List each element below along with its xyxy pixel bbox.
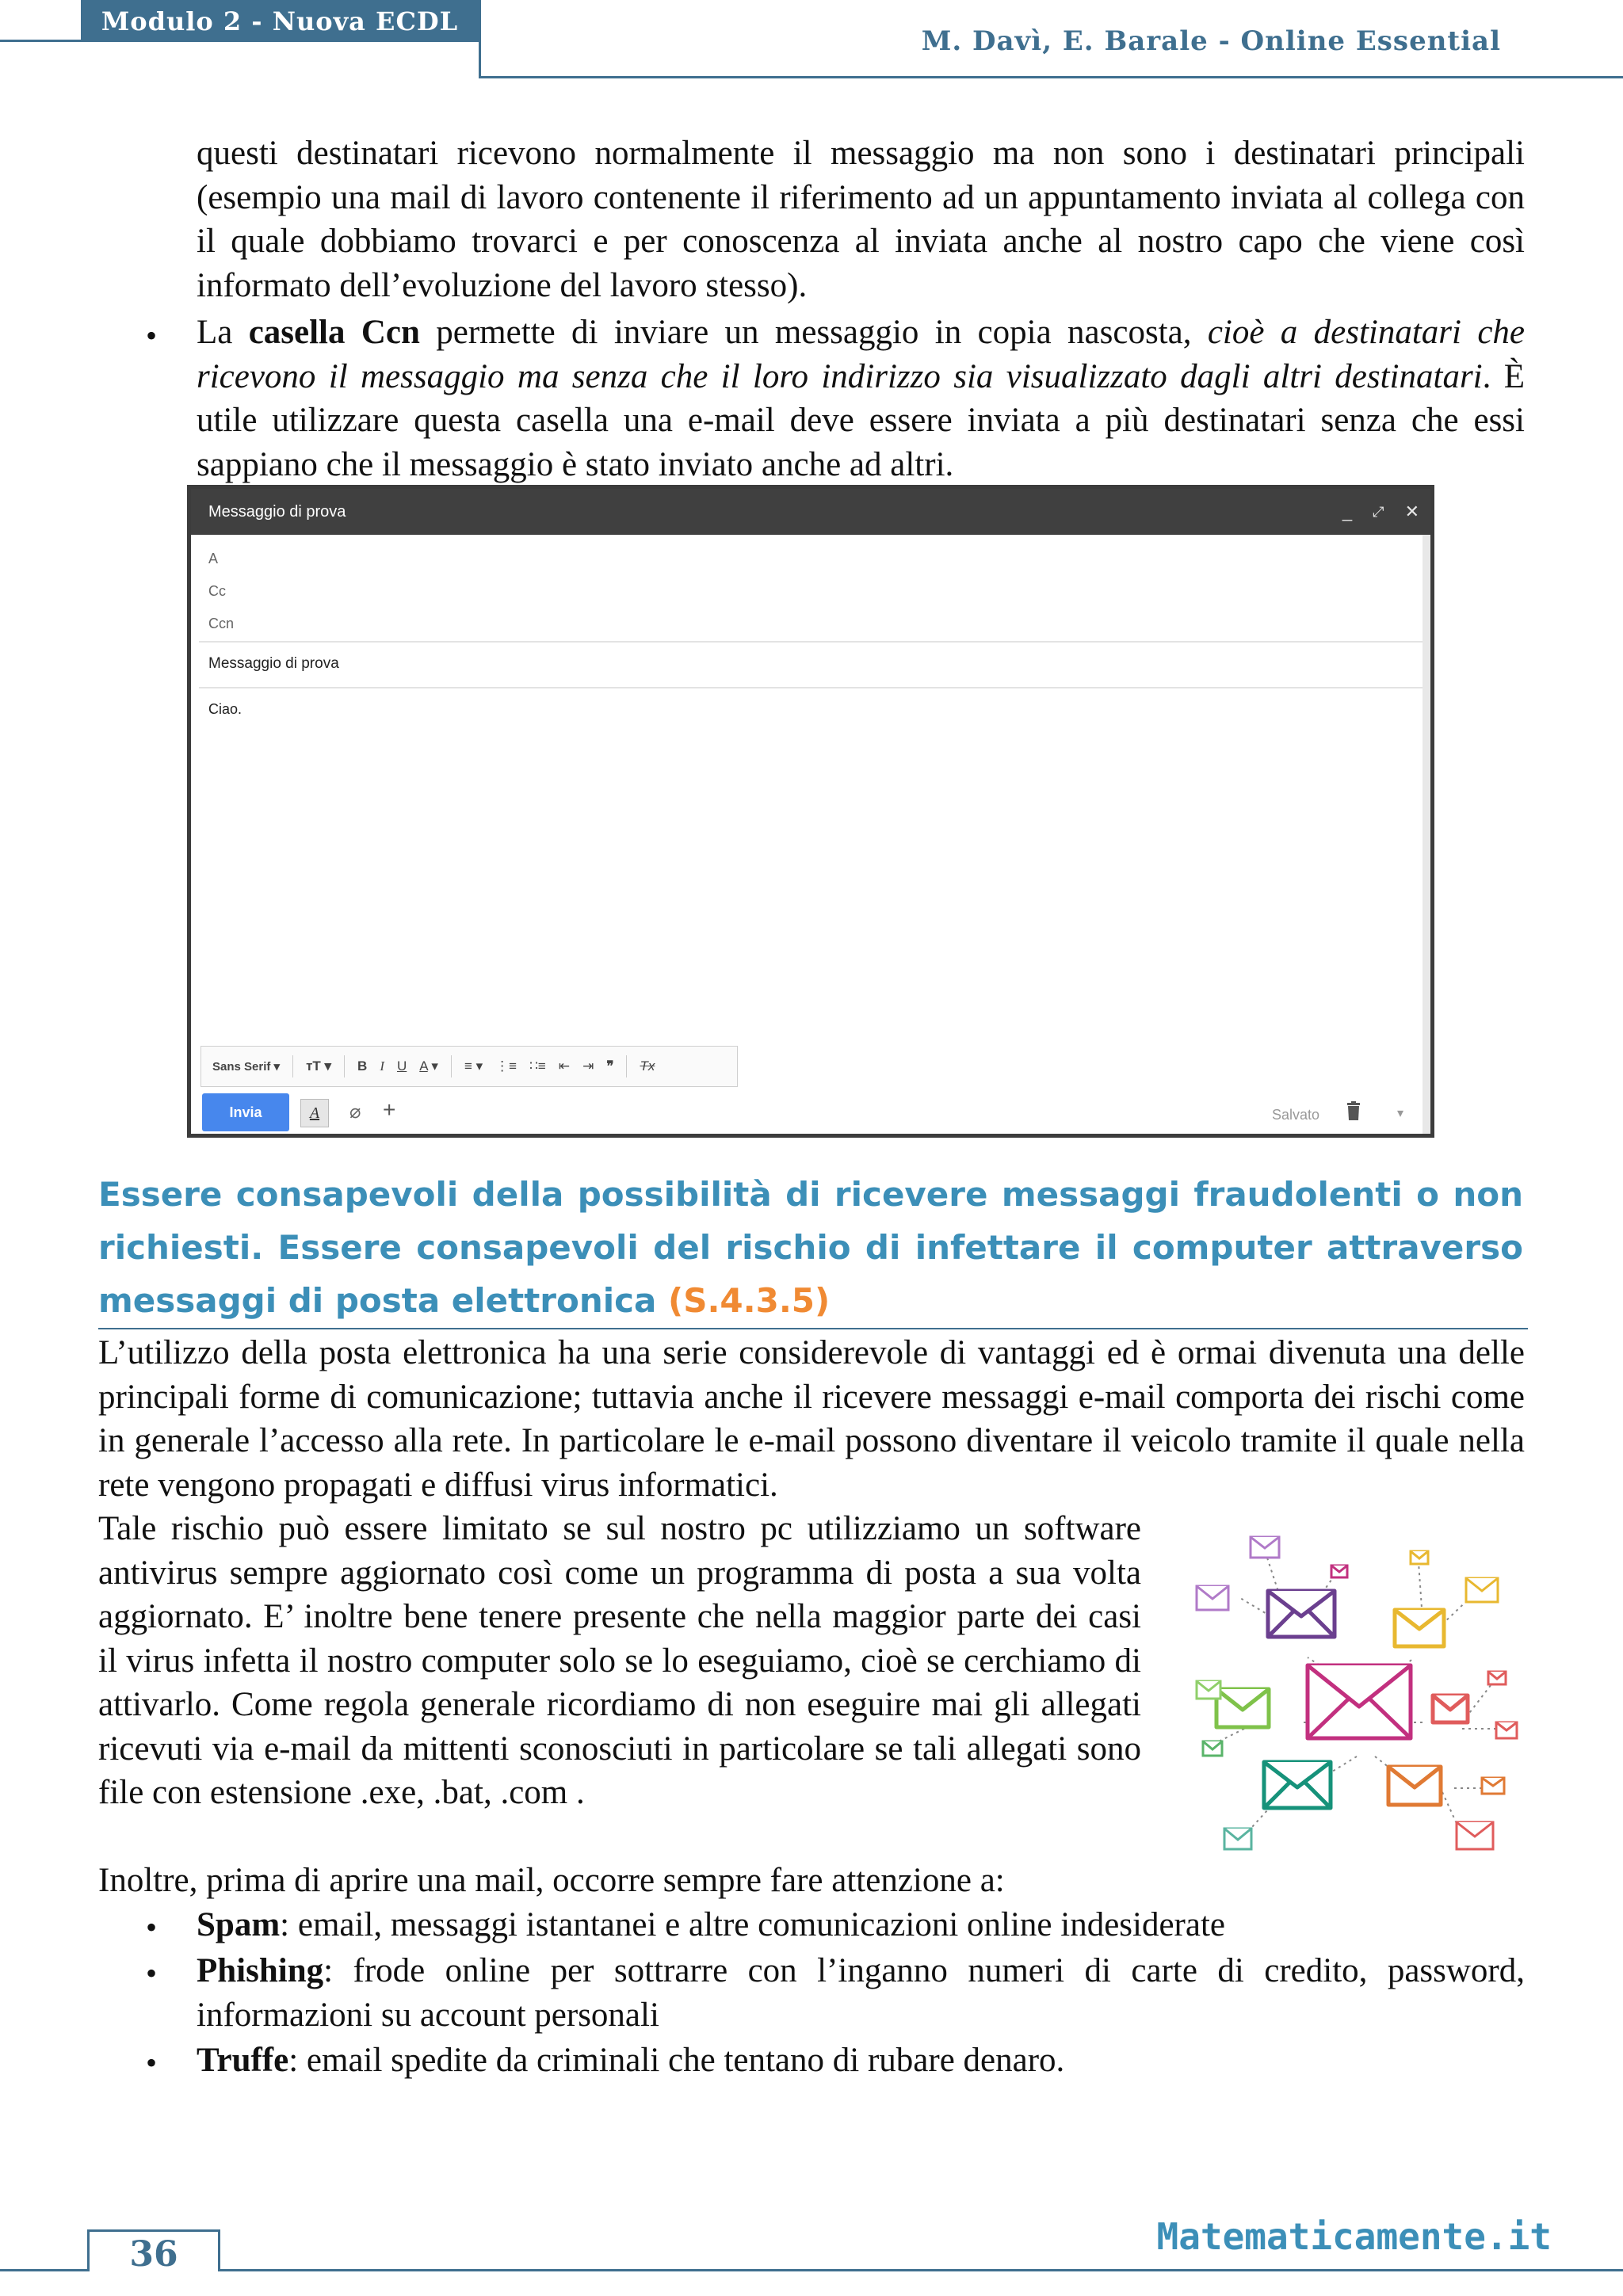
email-network-illustration (1181, 1531, 1529, 1863)
saved-status: Salvato (1272, 1107, 1320, 1123)
quote-icon[interactable]: ❞ (606, 1058, 614, 1074)
italic-button[interactable]: I (380, 1058, 384, 1074)
subject-field[interactable]: Messaggio di prova (208, 655, 339, 672)
bcc-field[interactable]: Ccn (208, 616, 235, 631)
bullet-dot: • (146, 1955, 158, 1991)
fields-divider (199, 641, 1423, 643)
bullet-truffe (197, 2039, 1525, 2083)
bullet-text: : frode online per sottrarre con l’inganno numeri di carte di credito, password, informazioni su account personali (197, 1952, 1525, 2034)
text-color-button[interactable]: A ▾ (419, 1058, 438, 1074)
bullet-term: Spam (197, 1906, 281, 1943)
authors-label: M. Davì, E. Barale - Online Essential (921, 25, 1501, 57)
ccn-post: . È utile utilizzare questa casella una e-mail deve essere inviata a più destinatari senza che essi sappiano che il messaggio è stato inviato anche ad altri. (197, 357, 1525, 483)
compose-window (187, 485, 1434, 1138)
bullet-term: Truffe (197, 2042, 289, 2079)
header-divider (479, 0, 481, 78)
subject-divider (199, 687, 1423, 688)
message-body[interactable]: Ciao. (208, 701, 242, 717)
font-size-icon[interactable]: ᴛT ▾ (306, 1058, 332, 1074)
ccn-bold: casella Ccn (248, 314, 420, 351)
footer-rule (0, 2269, 1623, 2271)
trash-icon[interactable] (1346, 1101, 1361, 1120)
page-number: 36 (129, 2234, 178, 2275)
toolbar-separator (626, 1055, 627, 1077)
formatting-toolbar (200, 1046, 738, 1087)
footer-site: Matematicamente.it (1156, 2215, 1552, 2258)
paragraph-1 (98, 1331, 1525, 1507)
bullet-dot: • (146, 318, 158, 353)
cc-paragraph (197, 132, 1525, 307)
paragraph-1-text: L’utilizzo della posta elettronica ha una serie considerevole di vantaggi ed è ormai divenuta una delle principali forme di comunicazione; tuttavia anche il ricevere messaggi e-mail comporta dei rischi come in generale l’accesso alla rete. In particolare le e-mail possono diventare il veicolo tramite il quale nella rete vengono propagati e diffusi virus informatici. (98, 1334, 1525, 1504)
paragraph-2 (98, 1507, 1141, 1815)
clear-format-icon[interactable]: Tx (640, 1058, 655, 1074)
compose-scroll-area (1423, 535, 1430, 1134)
close-icon[interactable]: ✕ (1404, 502, 1419, 521)
heading-rule (98, 1328, 1528, 1329)
underline-button[interactable]: U (397, 1058, 407, 1074)
toolbar-separator (344, 1055, 345, 1077)
bullet-phishing (197, 1949, 1525, 2037)
compose-title-bar (191, 489, 1430, 535)
cc-field[interactable]: Cc (208, 583, 226, 599)
toolbar-separator (292, 1055, 293, 1077)
font-select[interactable]: Sans Serif ▾ (212, 1060, 281, 1074)
attach-icon[interactable]: ⌀ (349, 1101, 361, 1123)
paragraph-2-text: Tale rischio può essere limitato se sul nostro pc utilizziamo un software antivirus sempre aggiornato così come un programma di posta a sua volta aggiornato. E’ inoltre bene tenere presente che nella maggior parte dei casi il virus infetta il nostro computer solo se lo eseguiamo, cioè se cerchiamo di attivarlo. Come regola generale ricordiamo di non eseguire mai gli allegati ricevuti via e-mail da mittenti sconosciuti in particolare se tali allegati sono file con estensione .exe, .bat, .com . (98, 1510, 1141, 1811)
header-rule-right (479, 76, 1623, 78)
bold-button[interactable]: B (357, 1058, 368, 1074)
paragraph-3 (98, 1859, 1525, 1903)
send-button[interactable]: Invia (202, 1093, 289, 1131)
insert-more-icon[interactable]: + (383, 1097, 396, 1122)
compose-title: Messaggio di prova (208, 503, 346, 521)
section-reference: (S.4.3.5) (668, 1281, 831, 1320)
paragraph-3-text: Inoltre, prima di aprire una mail, occorre sempre fare attenzione a: (98, 1862, 1005, 1899)
bullet-text: : email spedite da criminali che tentano di rubare denaro. (288, 2042, 1065, 2079)
minimize-icon[interactable]: _ (1342, 502, 1353, 521)
section-heading-text: Essere consapevoli della possibilità di ricevere messaggi fraudolenti o non richiesti. Essere consapevoli del rischio di infettare il computer attraverso messaggi di posta elettronica (98, 1175, 1523, 1320)
ccn-paragraph (197, 311, 1525, 486)
section-heading (98, 1168, 1523, 1327)
bullet-spam (197, 1903, 1525, 1947)
cc-paragraph-text: questi destinatari ricevono normalmente il messaggio ma non sono i destinatari principali (esempio una mail di lavoro contenente il riferimento ad un appuntamento inviata al collega con il quale dobbiamo trovarci e per conoscenza al inviata anche al nostro capo che viene così informato dell’evoluzione del lavoro stesso). (197, 135, 1525, 304)
align-icon[interactable]: ≡ ▾ (464, 1058, 483, 1074)
numbered-list-icon[interactable]: ⋮≡ (495, 1058, 517, 1074)
toolbar-separator (451, 1055, 452, 1077)
ccn-italic: cioè a destinatari che ricevono il messaggio ma senza che il loro indirizzo sia visualizzato dagli altri destinatari (197, 314, 1525, 395)
module-label: Modulo 2 - Nuova ECDL (81, 0, 479, 40)
bullet-term: Phishing (197, 1952, 324, 1989)
bullet-dot: • (146, 2045, 158, 2081)
header-rule-left (0, 40, 479, 42)
ccn-mid: permette di inviare un messaggio in copia nascosta, (419, 314, 1208, 351)
expand-icon[interactable]: ⤢ (1373, 503, 1384, 520)
bulleted-list-icon[interactable]: ∷≡ (529, 1058, 546, 1074)
more-options-icon[interactable]: ▾ (1397, 1107, 1404, 1120)
indent-less-icon[interactable]: ⇤ (558, 1058, 571, 1074)
indent-more-icon[interactable]: ⇥ (582, 1058, 594, 1074)
ccn-pre: La (197, 314, 249, 351)
bullet-dot: • (146, 1909, 158, 1945)
window-controls (1342, 489, 1419, 535)
to-field[interactable]: A (208, 551, 219, 566)
formatting-toggle-icon[interactable]: A (300, 1099, 329, 1127)
bullet-text: : email, messaggi istantanei e altre comunicazioni online indesiderate (280, 1906, 1225, 1943)
